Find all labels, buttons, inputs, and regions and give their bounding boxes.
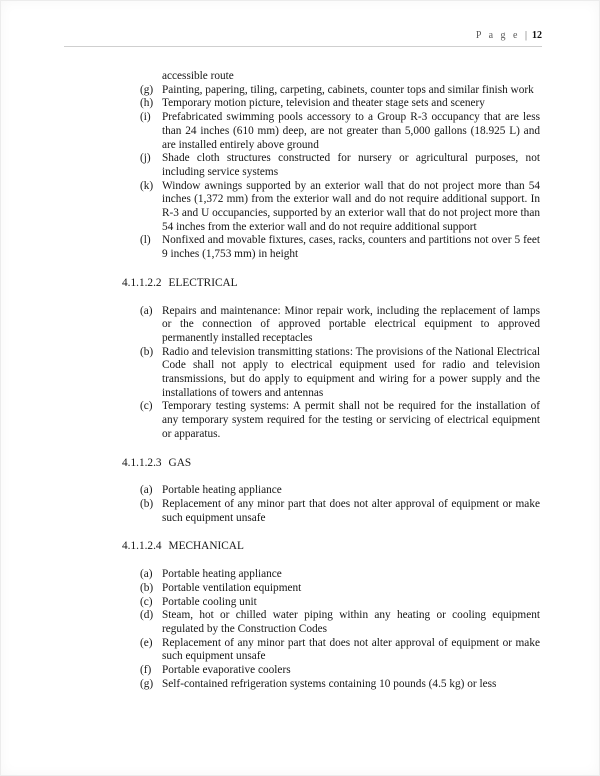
list-item-marker: (a)	[140, 568, 153, 581]
list-item-marker: (a)	[140, 304, 153, 317]
list-item-text: Self-contained refrigeration systems containing 10 pounds (4.5 kg) or less	[162, 677, 497, 690]
page-number: 12	[532, 30, 542, 41]
section-number: 4.1.1.2.3	[122, 456, 162, 469]
list-item	[122, 180, 540, 235]
list-item-marker: (e)	[140, 636, 153, 649]
list-item-text: Portable heating appliance	[162, 484, 282, 497]
section-title: MECHANICAL	[168, 540, 244, 553]
list-item-text: Portable evaporative coolers	[162, 664, 291, 677]
list-item-marker: (h)	[140, 97, 154, 110]
list-item	[122, 400, 540, 441]
list-item	[122, 97, 540, 111]
list-item-text: Portable ventilation equipment	[162, 581, 302, 594]
list-item-marker: (g)	[140, 83, 154, 96]
section-number: 4.1.1.2.2	[122, 276, 162, 289]
list-item	[122, 152, 540, 179]
list-item-marker: (c)	[140, 400, 153, 413]
list-item	[122, 498, 540, 525]
page-label: P a g e |	[475, 30, 530, 41]
list-item-marker: (j)	[140, 152, 151, 165]
list-item-marker: (g)	[140, 677, 154, 690]
list-item	[122, 305, 540, 346]
list-item-text: Nonfixed and movable fixtures, cases, racks, counters and partitions not over 5 feet 9 inches (1,753 mm) in height	[162, 234, 540, 261]
list-item	[122, 637, 540, 664]
section-heading-gas	[122, 457, 540, 471]
list-item	[122, 484, 540, 498]
document-content	[0, 47, 600, 691]
list-item-text: Painting, papering, tiling, carpeting, cabinets, counter tops and similar finish work	[162, 83, 534, 96]
page-header	[0, 0, 600, 41]
list-item-marker: (l)	[140, 234, 151, 247]
list-item-marker: (b)	[140, 497, 154, 510]
list-item-marker: (i)	[140, 111, 151, 124]
list-item-text: Replacement of any minor part that does not alter approval of equipment or make such equipment unsafe	[162, 497, 540, 524]
list-item	[122, 234, 540, 261]
section-title: GAS	[168, 456, 192, 469]
list-item-text: Portable heating appliance	[162, 568, 282, 581]
list-item	[122, 678, 540, 692]
list-item-marker: (a)	[140, 484, 153, 497]
list-item-marker: (k)	[140, 179, 154, 192]
list-item-text: Shade cloth structures constructed for nursery or agricultural purposes, not including service systems	[162, 152, 540, 178]
section-title: ELECTRICAL	[168, 276, 238, 289]
list-item	[122, 609, 540, 636]
section-heading-mechanical	[122, 540, 540, 554]
list-item-text: Replacement of any minor part that does not alter approval of equipment or make such equipment unsafe	[162, 636, 540, 663]
general-exemptions-list	[122, 84, 540, 262]
mechanical-list	[122, 568, 540, 691]
list-item	[122, 664, 540, 678]
list-item	[122, 596, 540, 610]
list-item	[122, 84, 540, 98]
list-item-marker: (d)	[140, 609, 154, 622]
list-item-text: Repairs and maintenance: Minor repair work, including the replacement of lamps or the connection of approved portable electrical equipment to approved permanently installed receptacles	[162, 304, 540, 344]
list-item-text: Steam, hot or chilled water piping within any heating or cooling equipment regulated by the Construction Codes	[162, 609, 540, 635]
section-number: 4.1.1.2.4	[122, 540, 162, 553]
list-item-marker: (f)	[140, 664, 152, 677]
section-heading-electrical	[122, 277, 540, 291]
list-item-text: Temporary motion picture, television and theater stage sets and scenery	[162, 97, 485, 110]
list-item-marker: (b)	[140, 345, 154, 358]
list-item-marker: (c)	[140, 595, 153, 608]
list-item-text: Prefabricated swimming pools accessory to a Group R-3 occupancy that are less than 24 inches (610 mm) deep, are not greater than 5,000 gallons (18.925 L) and are installed entirely above ground	[162, 111, 540, 151]
list-item-text: Window awnings supported by an exterior wall that do not project more than 54 inches (1,372 mm) from the exterior wall and do not require additional support. In R-3 and U occupancies, supported by an exterior wall that do not project more than 54 inches from the exterior wall and do not require additional support	[162, 179, 540, 233]
gas-list	[122, 484, 540, 525]
list-item-marker: (b)	[140, 581, 154, 594]
list-item	[122, 346, 540, 401]
list-item	[122, 582, 540, 596]
electrical-list	[122, 305, 540, 442]
list-item-text: Temporary testing systems: A permit shall not be required for the installation of any temporary system required for the testing or servicing of electrical equipment or apparatus.	[162, 400, 540, 440]
list-item	[122, 111, 540, 152]
list-item-text: Radio and television transmitting stations: The provisions of the National Electrical Code shall not apply to electrical equipment used for radio and television transmissions, but do apply to equipment and wiring for a power supply and the installations of towers and antennas	[162, 345, 540, 399]
continuation-text: accessible route	[162, 70, 234, 82]
list-item-text: Portable cooling unit	[162, 595, 257, 608]
list-item	[122, 568, 540, 582]
